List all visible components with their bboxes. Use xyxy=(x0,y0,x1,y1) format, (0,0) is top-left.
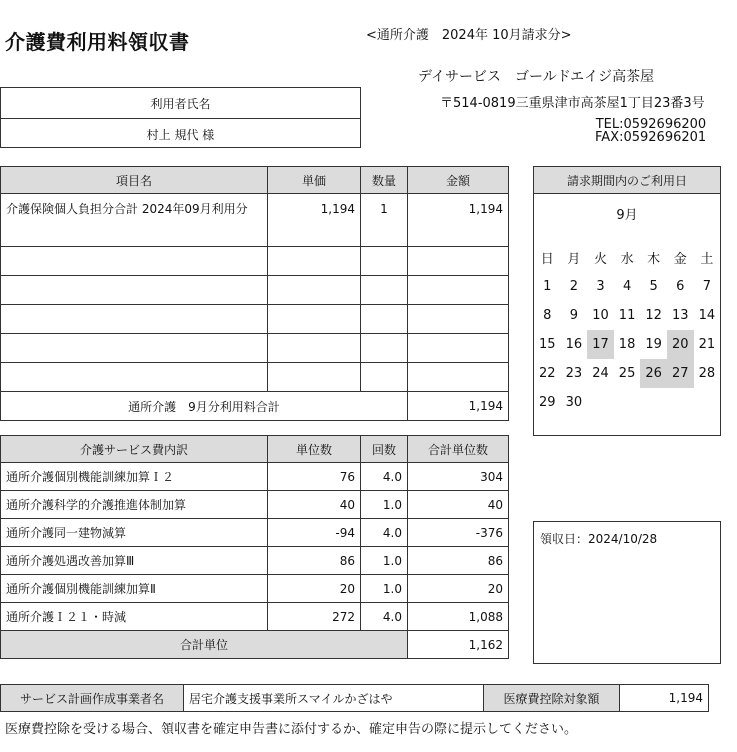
calendar-weekday: 水 xyxy=(620,252,634,267)
items-header-name: 項目名 xyxy=(1,167,268,194)
calendar-day: 1 xyxy=(543,279,552,294)
billing-period: <通所介護 2024年 10月請求分> xyxy=(366,28,572,43)
user-name: 村上 規代 様 xyxy=(1,118,360,149)
planner-name: 居宅介護支援事業所スマイルかざはや xyxy=(184,685,484,712)
items-total-label: 通所介護 9月分利用料合計 xyxy=(1,392,408,421)
breakdown-item-total: 304 xyxy=(408,463,509,491)
deduction-amount: 1,194 xyxy=(620,685,709,712)
calendar-day: 8 xyxy=(543,308,552,323)
calendar-day-used: 26 xyxy=(640,359,667,388)
breakdown-item-units: 20 xyxy=(268,575,361,603)
table-row xyxy=(1,547,509,575)
calendar-day: 9 xyxy=(569,308,579,323)
calendar-weekday: 木 xyxy=(647,252,661,267)
breakdown-item-count: 4.0 xyxy=(361,519,408,547)
provider-fax: FAX:0592696201 xyxy=(595,130,707,145)
calendar-grid xyxy=(534,243,720,417)
breakdown-item-units: 86 xyxy=(268,547,361,575)
table-row-empty xyxy=(1,334,509,363)
service-breakdown-table xyxy=(0,435,509,659)
calendar-day-used: 20 xyxy=(667,330,694,359)
calendar-day: 22 xyxy=(539,366,556,381)
items-total-amount: 1,194 xyxy=(408,392,509,421)
page-title: 介護費利用料領収書 xyxy=(5,30,190,54)
item-qty: 1 xyxy=(361,194,408,247)
breakdown-item-units: 40 xyxy=(268,491,361,519)
item-unit-price: 1,194 xyxy=(268,194,361,247)
breakdown-item-units: -94 xyxy=(268,519,361,547)
footer-note: 医療費控除を受ける場合、領収書を確定申告書に添付するか、確定申告の際に提示してください。 xyxy=(5,722,578,737)
calendar-day: 13 xyxy=(671,308,689,323)
breakdown-item-name: 通所介護Ｉ２１・時減 xyxy=(1,603,268,631)
calendar-day-used: 17 xyxy=(587,330,614,359)
calendar-day: 16 xyxy=(565,337,583,352)
footer-table xyxy=(0,684,709,712)
calendar-day: 3 xyxy=(596,279,605,294)
breakdown-item-name: 通所介護個別機能訓練加算Ⅱ xyxy=(1,575,268,603)
table-row xyxy=(1,463,509,491)
calendar-weekday: 月 xyxy=(567,252,581,267)
breakdown-item-name: 通所介護科学的介護推進体制加算 xyxy=(1,491,268,519)
table-row xyxy=(1,519,509,547)
breakdown-item-total: -376 xyxy=(408,519,509,547)
breakdown-item-name: 通所介護個別機能訓練加算Ｉ２ xyxy=(1,463,268,491)
receipt-date: 領収日：2024/10/28 xyxy=(540,532,658,546)
calendar-weekday: 火 xyxy=(593,252,607,267)
calendar-day: 25 xyxy=(618,366,636,381)
table-row-empty xyxy=(1,276,509,305)
breakdown-item-total: 20 xyxy=(408,575,509,603)
calendar-day: 30 xyxy=(565,395,583,410)
breakdown-item-count: 1.0 xyxy=(361,575,408,603)
breakdown-item-count: 4.0 xyxy=(361,603,408,631)
calendar-day-used: 27 xyxy=(667,359,694,388)
calendar-day: 28 xyxy=(698,366,716,381)
calendar-day: 21 xyxy=(698,337,716,352)
calendar-day: 5 xyxy=(649,279,658,294)
calendar-day: 2 xyxy=(569,279,579,294)
breakdown-item-units: 76 xyxy=(268,463,361,491)
calendar-month: 9月 xyxy=(616,208,638,223)
items-header-qty: 数量 xyxy=(361,167,408,194)
breakdown-item-units: 272 xyxy=(268,603,361,631)
provider-tel: TEL:0592696200 xyxy=(595,117,707,132)
calendar-day: 14 xyxy=(698,308,716,323)
table-row xyxy=(1,603,509,631)
calendar-day: 23 xyxy=(565,366,583,381)
calendar-weekday: 金 xyxy=(673,252,687,267)
calendar-day: 4 xyxy=(622,279,632,294)
items-total-row xyxy=(1,392,509,421)
breakdown-header-total: 合計単位数 xyxy=(408,436,509,463)
calendar-day: 11 xyxy=(618,308,636,323)
breakdown-item-total: 86 xyxy=(408,547,509,575)
calendar-day: 24 xyxy=(592,366,609,381)
planner-label: サービス計画作成事業者名 xyxy=(1,685,184,712)
provider-name: デイサービス ゴールドエイジ高茶屋 xyxy=(418,69,655,85)
breakdown-header-count: 回数 xyxy=(361,436,408,463)
breakdown-item-count: 1.0 xyxy=(361,547,408,575)
item-amount: 1,194 xyxy=(408,194,509,247)
calendar-day: 18 xyxy=(618,337,636,352)
breakdown-item-name: 通所介護処遇改善加算Ⅲ xyxy=(1,547,268,575)
breakdown-header-units: 単位数 xyxy=(268,436,361,463)
table-row-empty xyxy=(1,363,509,392)
calendar-weekday: 日 xyxy=(540,252,554,267)
item-name: 介護保険個人負担分合計 2024年09月利用分 xyxy=(1,194,268,247)
receipt-date-box xyxy=(533,521,721,664)
calendar-day: 6 xyxy=(676,279,685,294)
breakdown-item-count: 4.0 xyxy=(361,463,408,491)
calendar-day: 15 xyxy=(539,337,556,352)
breakdown-item-name: 通所介護同一建物減算 xyxy=(1,519,268,547)
calendar-day: 12 xyxy=(645,308,662,323)
table-row xyxy=(1,575,509,603)
calendar-day: 10 xyxy=(592,308,609,323)
breakdown-item-total: 1,088 xyxy=(408,603,509,631)
breakdown-sum-value: 1,162 xyxy=(408,631,509,659)
provider-contact xyxy=(595,118,706,144)
table-row xyxy=(1,194,509,247)
calendar-weekday: 土 xyxy=(700,252,714,267)
user-label: 利用者氏名 xyxy=(150,96,211,111)
breakdown-sum-label: 合計単位 xyxy=(1,631,408,659)
breakdown-header-name: 介護サービス費内訳 xyxy=(1,436,268,463)
items-table xyxy=(0,166,509,421)
calendar-header: 請求期間内のご利用日 xyxy=(534,167,720,194)
calendar-day: 29 xyxy=(539,395,556,410)
breakdown-item-count: 1.0 xyxy=(361,491,408,519)
breakdown-sum-row xyxy=(1,631,509,659)
provider-address: 〒514-0819三重県津市高茶屋1丁目23番3号 xyxy=(440,96,705,111)
usage-calendar xyxy=(533,166,721,436)
user-box xyxy=(0,87,361,148)
table-row-empty xyxy=(1,305,509,334)
calendar-day: 19 xyxy=(645,337,662,352)
table-row xyxy=(1,491,509,519)
calendar-day: 7 xyxy=(702,279,711,294)
items-header-amount: 金額 xyxy=(408,167,509,194)
deduction-label: 医療費控除対象額 xyxy=(484,685,620,712)
items-header-unit-price: 単価 xyxy=(268,167,361,194)
breakdown-item-total: 40 xyxy=(408,491,509,519)
table-row-empty xyxy=(1,247,509,276)
